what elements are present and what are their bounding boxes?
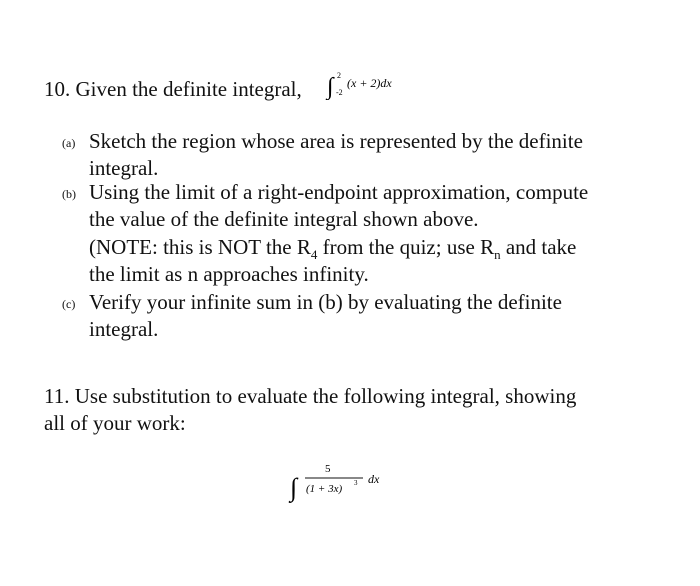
integrand: (x + 2)dx: [347, 76, 392, 90]
question-11-line-1: [44, 383, 576, 409]
numerator: 5: [325, 463, 331, 475]
definite-integral-expression: [325, 66, 425, 100]
differential: dx: [368, 472, 380, 486]
part-a-label: (a): [62, 136, 76, 150]
note-sub-n: n: [494, 247, 501, 262]
part-b-note-line-2: the limit as n approaches infinity.: [89, 262, 369, 286]
part-b-note-line-1: [89, 234, 576, 263]
integral-sign: ∫: [290, 473, 298, 502]
part-c-line-1: Verify your infinite sum in (b) by evaluating the definite: [89, 290, 562, 314]
lower-limit: -2: [336, 88, 343, 97]
exponent: 3: [354, 479, 358, 487]
note-before: (NOTE: this is NOT the R: [89, 235, 311, 259]
question-text: Use substitution to evaluate the following integral, showing: [74, 384, 577, 408]
part-b-label: (b): [62, 187, 76, 201]
question-text: Given the definite integral,: [75, 77, 302, 101]
part-a-line-2: integral.: [89, 156, 159, 180]
denominator: (1 + 3x): [306, 483, 343, 495]
part-b-line-2: the value of the definite integral shown above.: [89, 207, 479, 231]
question-number: 11.: [44, 384, 70, 408]
question-10-heading: [44, 76, 302, 102]
part-c-line-2: integral.: [89, 317, 159, 341]
part-b-line-1: Using the limit of a right-endpoint approximation, compute: [89, 180, 589, 204]
note-sub-4: 4: [310, 247, 318, 262]
upper-limit: 2: [337, 71, 341, 80]
note-after: and take: [500, 235, 577, 259]
part-c-label: (c): [62, 297, 76, 311]
note-middle: from the quiz; use R: [317, 235, 495, 259]
integral-sign: ∫: [327, 74, 334, 100]
question-11-line-2: all of your work:: [44, 411, 186, 435]
part-a-line-1: Sketch the region whose area is represented by the definite: [89, 129, 583, 153]
question-number: 10.: [44, 77, 71, 101]
substitution-integral-expression: [288, 458, 398, 506]
